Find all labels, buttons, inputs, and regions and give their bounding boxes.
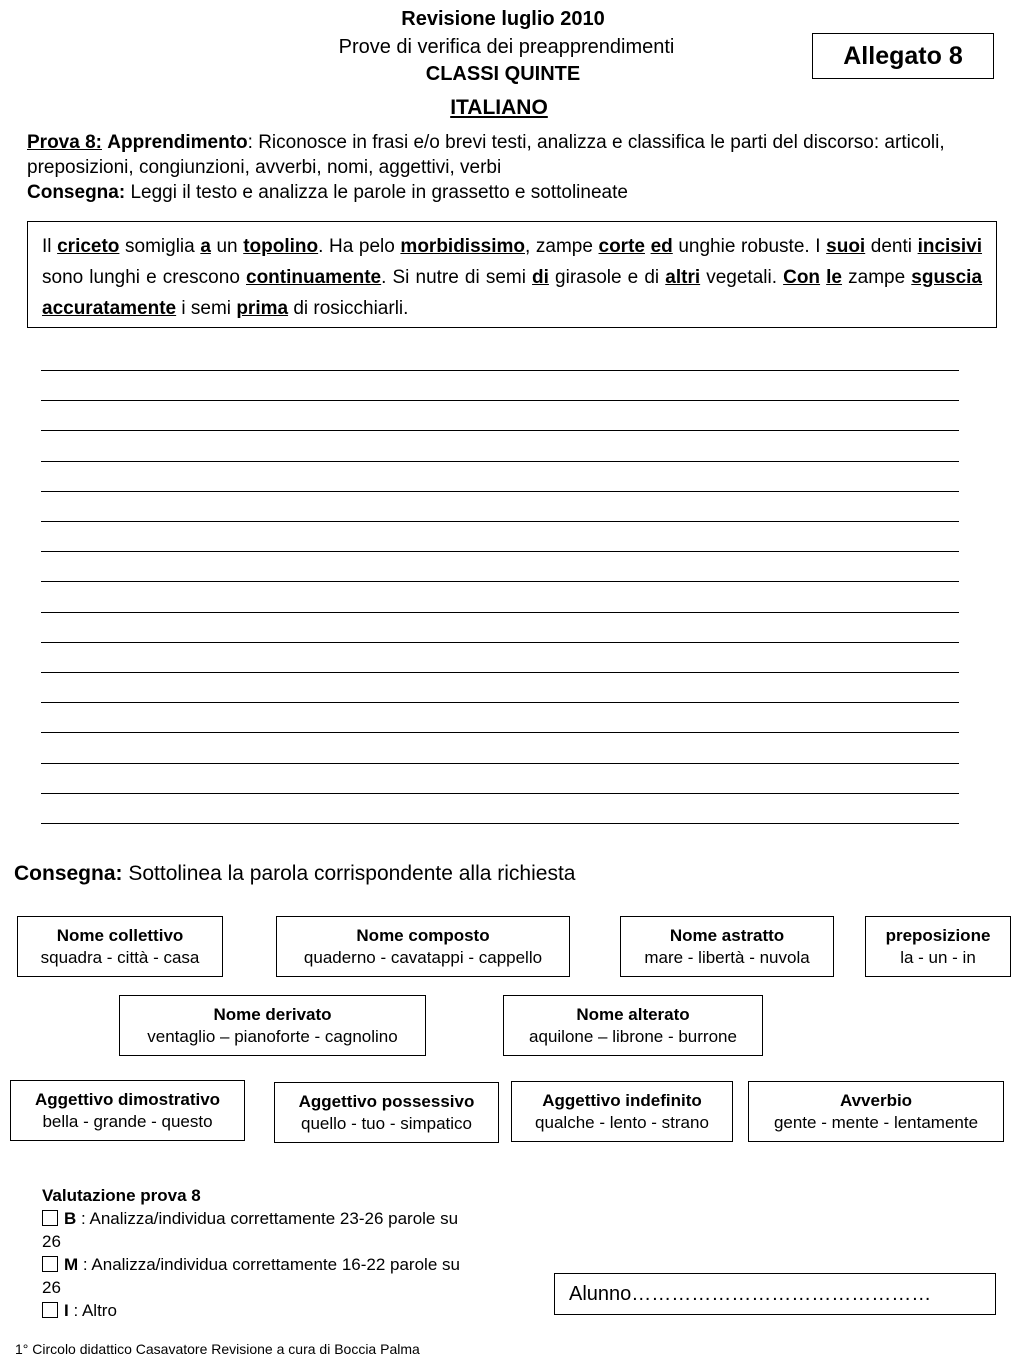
answer-line[interactable] [41,732,959,733]
choice-title: Nome collettivo [56,925,184,945]
choice-title: Avverbio [839,1090,913,1110]
choice-words[interactable]: ventaglio – pianoforte - cagnolino [147,1026,398,1046]
learning-label: Apprendimento [107,132,248,153]
instruction-text: Sottolinea la parola corrispondente alla richiesta [122,862,576,885]
analysis-word: corte [598,236,645,257]
choice-box-preposizione [865,916,1011,977]
document-subtitle: Prove di verifica dei preapprendimenti [338,36,675,58]
subject-title: ITALIANO [450,96,548,119]
passage-text: . Ha pelo [318,236,401,257]
checkbox-b[interactable] [42,1210,58,1226]
class-level: CLASSI QUINTE [425,63,581,85]
choice-title: preposizione [885,925,991,945]
choice-words[interactable]: quaderno - cavatappi - cappello [303,947,543,967]
choice-box-aggettivo-dimostrativo [10,1080,245,1141]
passage-text: i semi [176,298,237,319]
answer-line[interactable] [41,823,959,824]
choice-words[interactable]: mare - libertà - nuvola [644,947,810,967]
choice-words[interactable]: bella - grande - questo [42,1111,213,1131]
choice-title: Nome astratto [669,925,785,945]
analysis-word: incisivi [917,236,983,257]
grade-code: I [64,1301,69,1320]
evaluation-section [42,1184,462,1322]
evaluation-option-b [42,1207,462,1253]
choice-words[interactable]: quello - tuo - simpatico [300,1113,473,1133]
reading-passage [27,221,997,328]
choice-words[interactable]: la - un - in [900,947,976,967]
choice-box-nome-alterato [503,995,763,1056]
answer-line[interactable] [41,400,959,401]
choice-box-nome-derivato [119,995,426,1056]
choice-box-nome-astratto [620,916,834,977]
analysis-word: a [200,236,211,257]
instruction-label: Consegna: [14,862,123,885]
answer-line[interactable] [41,491,959,492]
answer-line[interactable] [41,763,959,764]
answer-line[interactable] [41,551,959,552]
grade-description: : Altro [68,1301,117,1320]
answer-line[interactable] [41,612,959,613]
choice-box-aggettivo-possessivo [274,1082,499,1143]
analysis-word: di [532,267,549,288]
instruction-label: Consegna: [27,182,126,203]
passage-text: . Si nutre di semi [381,267,533,288]
answer-line[interactable] [41,581,959,582]
passage-text: di rosicchiarli. [288,298,409,319]
task-description [27,130,977,205]
grade-description: : Analizza/individua correttamente 16-22 parole su 26 [42,1255,460,1297]
evaluation-option-m [42,1253,462,1299]
footer-credit: 1° Circolo didattico Casavatore Revisione a cura di Boccia Palma [15,1341,420,1357]
passage-text: girasole e di [548,267,666,288]
choice-words[interactable]: squadra - città - casa [40,947,200,967]
answer-line[interactable] [41,370,959,371]
checkbox-m[interactable] [42,1256,58,1272]
analysis-word: accuratamente [42,298,177,319]
checkbox-i[interactable] [42,1302,58,1318]
passage-text: , zampe [525,236,599,257]
instruction-text: Leggi il testo e analizza le parole in grassetto e sottolineate [125,182,628,203]
choice-box-aggettivo-indefinito [511,1081,733,1142]
analysis-word: ed [650,236,673,257]
choice-box-nome-collettivo [17,916,223,977]
answer-line[interactable] [41,642,959,643]
passage-text: unghie robuste. I [672,236,827,257]
evaluation-option-i [42,1299,462,1322]
revision-date: Revisione luglio 2010 [401,8,605,30]
student-name-field[interactable]: Alunno……………………………………… [554,1273,996,1315]
analysis-word: topolino [243,236,319,257]
evaluation-title: Valutazione prova 8 [42,1186,201,1205]
learning-text: : Riconosce in frasi e/o brevi testi, analizza e classifica le parti del discorso: articoli, preposizioni, congiunzioni, avverbi, nomi, aggettivi, verbi [27,132,945,178]
choice-title: Nome derivato [213,1004,332,1024]
choice-title: Aggettivo indefinito [542,1090,702,1110]
grade-code: M [64,1255,79,1274]
exercise-instruction [14,862,575,886]
passage-text: somiglia [119,236,201,257]
choice-words[interactable]: aquilone – librone - burrone [529,1026,737,1046]
grade-code: B [64,1209,77,1228]
passage-text: un [210,236,244,257]
analysis-word: criceto [57,236,120,257]
answer-line[interactable] [41,430,959,431]
analysis-word: sguscia [911,267,983,288]
answer-line[interactable] [41,521,959,522]
analysis-word: prima [236,298,289,319]
choice-box-nome-composto [276,916,570,977]
attachment-label: Allegato 8 [812,33,994,79]
answer-line[interactable] [41,461,959,462]
passage-text: Il [42,236,58,257]
choice-title: Aggettivo dimostrativo [34,1089,221,1109]
choice-words[interactable]: gente - mente - lentamente [773,1112,979,1132]
grade-description: : Analizza/individua correttamente 23-26 parole su 26 [42,1209,459,1251]
passage-text: zampe [842,267,912,288]
passage-text: sono lunghi e crescono [42,267,246,288]
analysis-word: le [826,267,843,288]
choice-title: Nome composto [356,925,490,945]
answer-line[interactable] [41,702,959,703]
answer-line[interactable] [41,793,959,794]
passage-text: vegetali. [700,267,784,288]
answer-line[interactable] [41,672,959,673]
analysis-word: continuamente [246,267,382,288]
choice-title: Nome alterato [576,1004,690,1024]
analysis-word: Con [783,267,821,288]
passage-text: denti [865,236,918,257]
test-number: Prova 8: [27,132,102,153]
analysis-word: altri [665,267,701,288]
analysis-word: morbidissimo [400,236,525,257]
analysis-word: suoi [826,236,866,257]
choice-title: Aggettivo possessivo [298,1091,475,1111]
choice-words[interactable]: qualche - lento - strano [535,1112,709,1132]
choice-box-avverbio [748,1081,1004,1142]
